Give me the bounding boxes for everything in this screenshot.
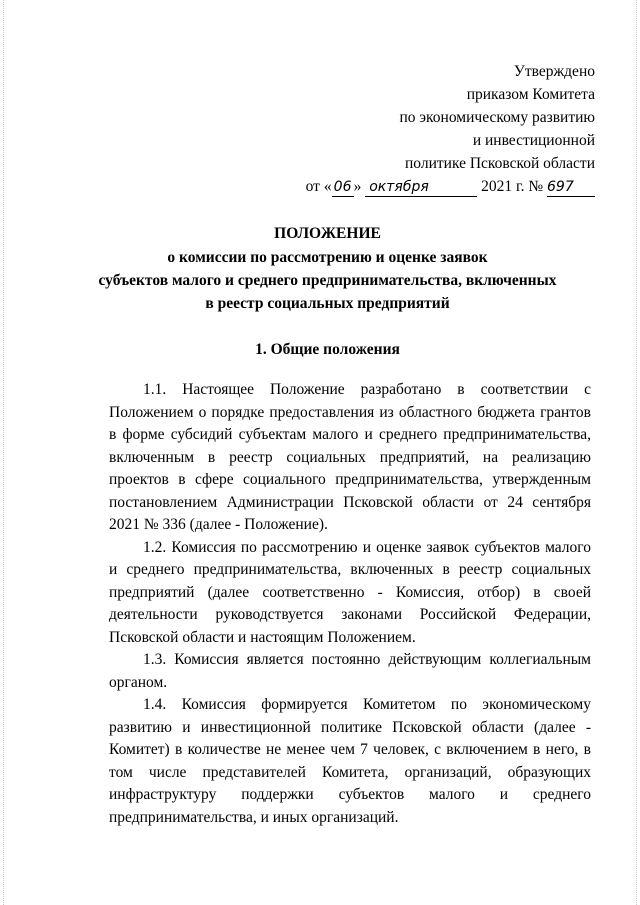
document-subtitle-line-3: в реестр социальных предприятий (205, 295, 450, 312)
approval-date-line (306, 175, 595, 198)
approval-line-committee: по экономическому развитию (399, 109, 595, 126)
paragraph-1-3: 1.3. Комиссия является постоянно действующим коллегиальным органом. (109, 651, 591, 691)
document-title-block (60, 222, 595, 315)
approval-stamp-block (306, 60, 595, 198)
date-quote-close: » (353, 178, 362, 195)
handwritten-day: 06 (332, 179, 354, 197)
scan-right-edge (634, 0, 637, 905)
document-subtitle-line-2: субъектов малого и среднего предпринимательства, включенных (98, 272, 557, 289)
approval-line-investment: и инвестиционной (472, 132, 595, 149)
document-subtitle-line-1: о комиссии по рассмотрению и оценке заявок (167, 249, 488, 266)
handwritten-order-number: 697 (547, 179, 595, 197)
section-heading: 1. Общие положения (255, 341, 400, 358)
approval-line-approved: Утверждено (513, 63, 595, 80)
date-year-number: 2021 г. № (481, 178, 544, 195)
approval-line-order: приказом Комитета (466, 86, 595, 103)
section-body (109, 379, 591, 829)
handwritten-month: октября (365, 179, 477, 197)
paragraph-1-4: 1.4. Комиссия формируется Комитетом по экономическому развитию и инвестиционной политике Псковской области (далее - Комитет) в количестве не менее чем 7 человек, с включением в него, в том числе представителей Комитета, организаций, образующих инфраструктуру поддержки субъектов малого и среднего предпринимательства, и иных организаций. (109, 696, 591, 826)
paragraph-1-2: 1.2. Комиссия по рассмотрению и оценке заявок субъектов малого и среднего предпринимательства, включенных в реестр социальных предприятий (далее соответственно - Комиссия, отбор) в своей деятельности руководствуется законами Российской Федерации, Псковской области и настоящим Положением. (109, 538, 591, 646)
approval-line-policy: политике Псковской области (405, 155, 595, 172)
scan-left-edge (3, 0, 6, 905)
date-prefix: от « (305, 178, 332, 195)
document-title: ПОЛОЖЕНИЕ (274, 225, 381, 242)
paragraph-1-1: 1.1. Настоящее Положение разработано в соответствии с Положением о порядке предоставления из областного бюджета грантов в форме субсидий субъектам малого и среднего предпринимательства, включенным в реестр социальных предприятий, на реализацию проектов в сфере социального предпринимательства, утвержденным постановлением Администрации Псковской области от 24 сентября 2021 № 336 (далее - Положение). (109, 381, 591, 533)
